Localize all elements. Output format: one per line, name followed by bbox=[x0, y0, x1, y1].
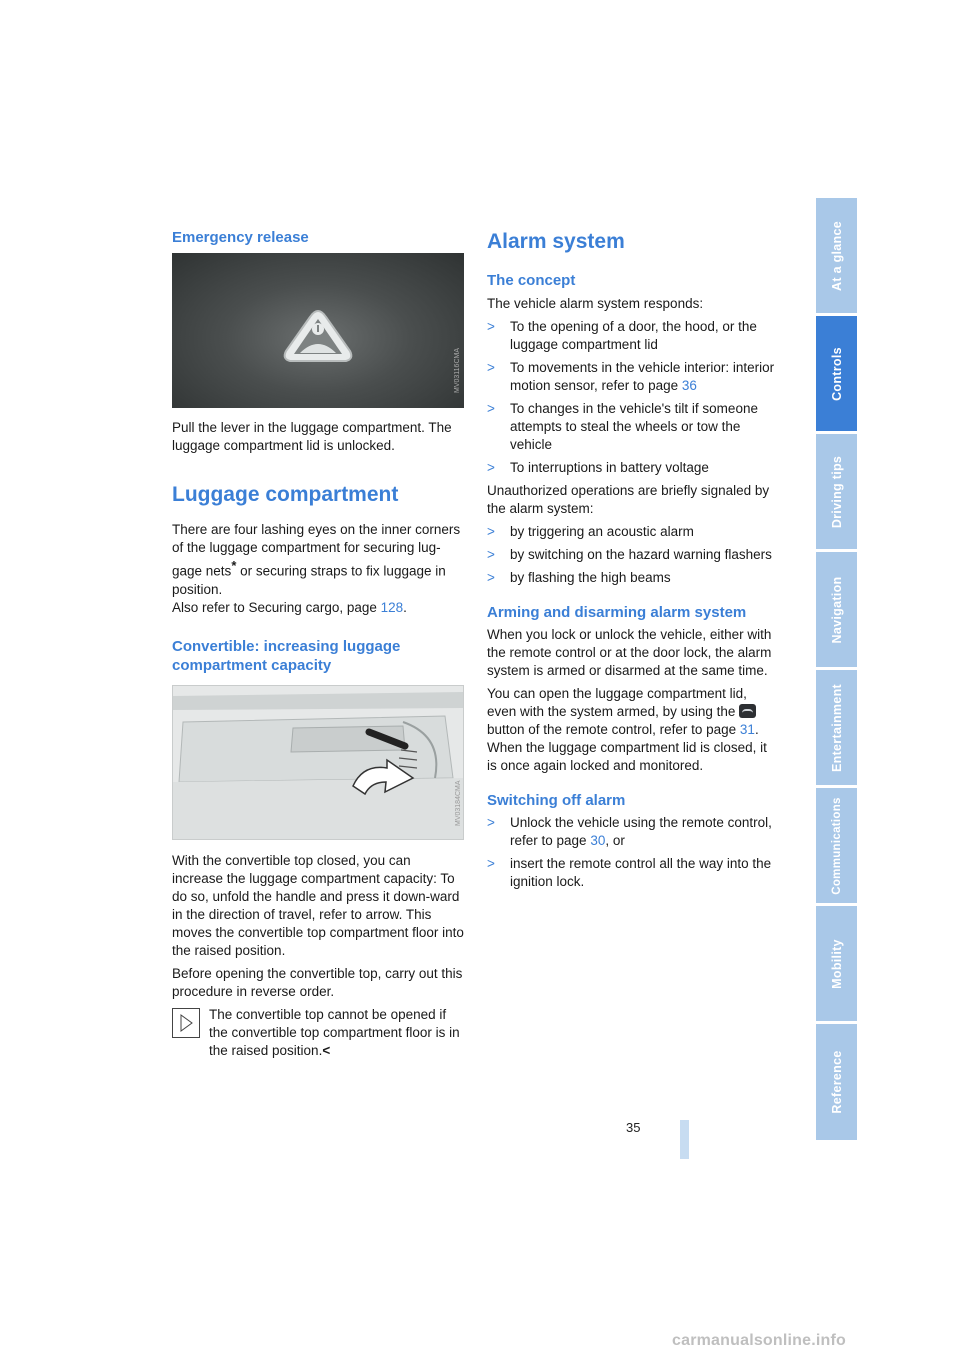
securing-cargo-ref: Also refer to Securing cargo, page 128. bbox=[172, 599, 407, 615]
emergency-release-photo bbox=[172, 253, 464, 408]
tab-reference[interactable]: Reference bbox=[816, 1024, 857, 1140]
luggage-compartment-heading: Luggage compartment bbox=[172, 483, 399, 506]
list-item: > Unlock the vehicle using the remote control, refer to page 30, or bbox=[487, 815, 772, 848]
trunk-open-text: You can open the luggage compartment lid, even with the system armed, by using the button of the remote control, refer to page 31. When the luggage compartment lid is closed, it is once again locked and monitored. bbox=[487, 686, 767, 773]
left-column bbox=[172, 228, 465, 1060]
trunk-handle-arrow-icon bbox=[173, 686, 464, 840]
convertible-capacity-text: With the convertible top closed, you can increase the luggage compartment capacity: To do so, unfold the handle and press it down-ward in the direction of travel, refer to arrow. This moves the convertible top compartment floor into the raised position. bbox=[172, 852, 464, 958]
concept-heading: The concept bbox=[487, 272, 576, 289]
image-code: MV03116CMA bbox=[454, 347, 461, 393]
tab-navigation[interactable]: Navigation bbox=[816, 552, 857, 670]
image-code: MV03184CMA bbox=[455, 779, 462, 826]
tab-driving-tips[interactable]: Driving tips bbox=[816, 434, 857, 552]
list-item: > To interruptions in battery voltage bbox=[487, 460, 709, 475]
tab-controls[interactable]: Controls bbox=[816, 316, 857, 434]
note-triangle-icon bbox=[172, 1008, 200, 1038]
alarm-system-heading: Alarm system bbox=[487, 230, 625, 253]
watermark: carmanualsonline.info bbox=[672, 1332, 847, 1349]
chapter-tabs bbox=[816, 198, 857, 1140]
page-link-30[interactable]: 30 bbox=[590, 833, 606, 848]
concept-list bbox=[487, 318, 779, 477]
arming-heading: Arming and disarming alarm system bbox=[487, 604, 747, 621]
page-link-36[interactable]: 36 bbox=[681, 378, 697, 393]
concept-intro: The vehicle alarm system responds: bbox=[487, 296, 704, 311]
luggage-lashing-text: There are four lashing eyes on the inner corners of the luggage compartment for securing lug-gage nets* or securing straps to fix luggage in position. bbox=[172, 522, 461, 597]
list-item: > by flashing the high beams bbox=[487, 570, 671, 585]
signals-list bbox=[487, 523, 779, 587]
page-number-bar bbox=[680, 1120, 689, 1159]
page-link-128[interactable]: 128 bbox=[380, 599, 404, 615]
list-item: > by switching on the hazard warning flashers bbox=[487, 547, 772, 562]
list-item: > insert the remote control all the way into the ignition lock. bbox=[487, 856, 772, 889]
emergency-release-text: Pull the lever in the luggage compartment. The luggage compartment lid is unlocked. bbox=[172, 420, 452, 453]
arming-text: When you lock or unlock the vehicle, either with the remote control or at the door lock, the alarm system is armed or disarmed at the same time. bbox=[487, 627, 772, 678]
list-item: > To changes in the vehicle's tilt if someone attempts to steal the wheels or tow the vehicle bbox=[487, 401, 758, 452]
trunk-release-lever-icon bbox=[172, 253, 464, 408]
convertible-capacity-heading: Convertible: increasing luggage compartment capacity bbox=[172, 637, 401, 674]
emergency-release-heading: Emergency release bbox=[172, 229, 309, 246]
warning-note-text: The convertible top cannot be opened if the convertible top compartment floor is in the raised position.< bbox=[209, 1006, 460, 1058]
list-item: > by triggering an acoustic alarm bbox=[487, 524, 694, 539]
list-item: > To the opening of a door, the hood, or the luggage compartment lid bbox=[487, 319, 757, 352]
right-column bbox=[487, 228, 779, 896]
tab-at-a-glance[interactable]: At a glance bbox=[816, 198, 857, 316]
luggage-compartment-photo bbox=[172, 685, 464, 840]
page-number: 35 bbox=[626, 1120, 641, 1135]
remote-trunk-button-icon bbox=[739, 704, 756, 718]
switching-list bbox=[487, 814, 779, 891]
tab-entertainment[interactable]: Entertainment bbox=[816, 670, 857, 788]
warning-note bbox=[172, 1006, 465, 1060]
switching-off-heading: Switching off alarm bbox=[487, 792, 626, 809]
tab-mobility[interactable]: Mobility bbox=[816, 906, 857, 1024]
reverse-order-text: Before opening the convertible top, carry out this procedure in reverse order. bbox=[172, 965, 463, 999]
list-item: > To movements in the vehicle interior: interior motion sensor, refer to page 36 bbox=[487, 360, 775, 393]
tab-communications[interactable]: Communications bbox=[816, 788, 857, 906]
page-link-31[interactable]: 31 bbox=[739, 722, 755, 737]
unauthorized-text: Unauthorized operations are briefly signaled by the alarm system: bbox=[487, 483, 770, 516]
